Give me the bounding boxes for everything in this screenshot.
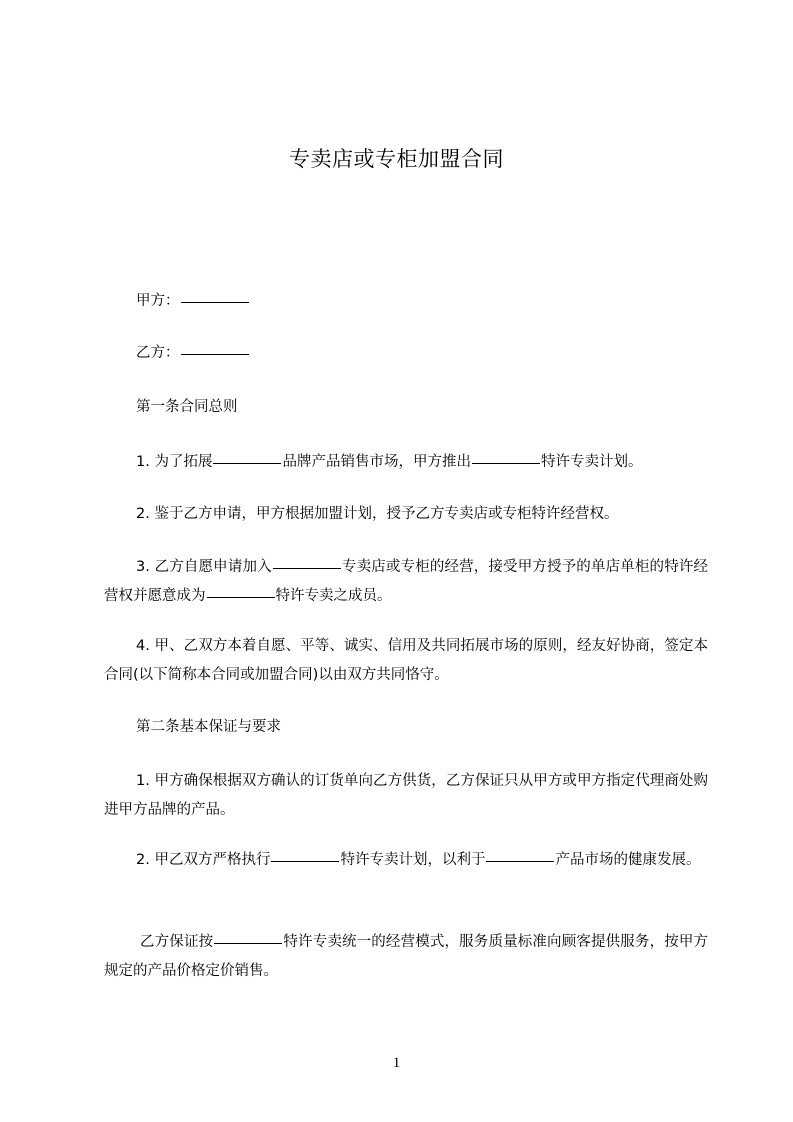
section2-item3-text-b: 特许专卖统一的经营模式，服务质量标准向顾客提供服务，按甲方规定的产品价格定价销售。 [104,934,709,979]
party-a-label: 甲方： [136,293,180,309]
section1-item4-text: 4. 甲、乙双方本着自愿、平等、诚实、信用及共同拓展市场的原则，经友好协商，签定本合同(以下简称本合同或加盟合同)以由双方共同恪守。 [104,638,708,683]
section1-item3-text-c: 特许专卖之成员。 [275,588,392,604]
blank [472,462,540,464]
party-b-line [136,339,740,368]
section1-item4 [104,632,708,690]
section2-item1 [104,767,708,825]
section1-item3-text-b: 专卖店或专柜的经营，接受甲方授予的单店单柜的特许经营权并愿意成为 [104,559,708,604]
section1-item3-text-a: 3. 乙方自愿申请加入 [136,559,272,575]
party-a-blank [181,301,249,303]
page-number: 1 [392,1055,401,1071]
section1-heading: 第一条合同总则 [136,399,238,415]
blank [207,596,275,598]
section1-item1 [104,448,708,477]
blank [214,942,282,944]
section2-item2-text-b: 特许专卖计划，以利于 [340,852,486,868]
section2-item3-text-a: 乙方保证按 [140,934,214,950]
section2-item2-text-c: 产品市场的健康发展。 [555,852,701,868]
section1-item1-text-b: 品牌产品销售市场，甲方推出 [282,454,471,470]
blank [273,567,341,569]
section2-item1-text: 1. 甲方确保根据双方确认的订货单向乙方供货，乙方保证只从甲方或甲方指定代理商处购进甲方品牌的产品。 [104,773,708,818]
section2-item2-text-a: 2. 甲乙双方严格执行 [136,852,271,868]
party-b-label: 乙方： [136,345,180,361]
section1-item2 [104,500,708,529]
section2-heading: 第二条基本保证与要求 [136,719,281,735]
party-b-blank [181,353,249,355]
blank [213,462,281,464]
section1-item1-text-a: 1. 为了拓展 [136,454,213,470]
blank [271,860,339,862]
section2-item3 [104,928,708,986]
party-a-line [136,287,740,316]
section1-item1-text-c: 特许专卖计划。 [540,454,643,470]
blank [486,860,554,862]
section2-item2 [104,846,708,875]
page-title: 专卖店或专柜加盟合同 [289,147,504,171]
section1-item2-text: 2. 鉴于乙方申请，甲方根据加盟计划，授予乙方专卖店或专柜特许经营权。 [136,506,619,522]
section1-item3 [104,553,708,611]
